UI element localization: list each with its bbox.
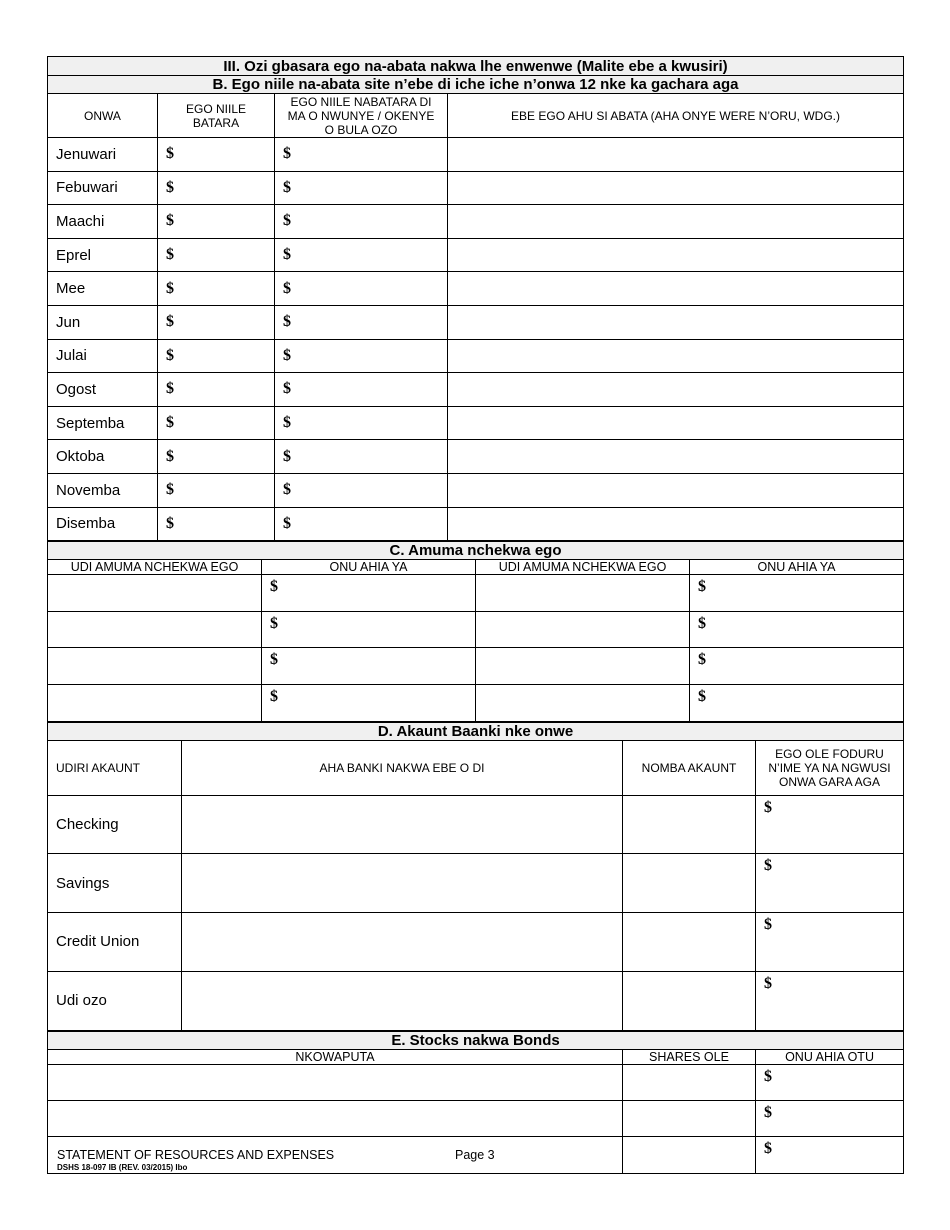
- income-source-field[interactable]: [448, 373, 904, 407]
- month-row: [48, 339, 904, 373]
- account-row: [48, 913, 904, 972]
- shares-field[interactable]: [623, 1064, 756, 1100]
- spouse-income-field[interactable]: $: [275, 339, 448, 373]
- col-header-shares: SHARES OLE: [623, 1049, 756, 1064]
- savings-plan-row: [48, 575, 904, 612]
- income-source-field[interactable]: [448, 339, 904, 373]
- plan-value-field[interactable]: $: [262, 648, 476, 685]
- income-source-field[interactable]: [448, 473, 904, 507]
- income-field[interactable]: $: [158, 272, 275, 306]
- col-header-income-source: EBE EGO AHU SI ABATA (AHA ONYE WERE N’ORU, WDG.): [448, 94, 904, 138]
- month-label: Ogost: [48, 373, 158, 407]
- month-label: Jun: [48, 305, 158, 339]
- savings-plan-row: [48, 648, 904, 685]
- spouse-income-field[interactable]: $: [275, 238, 448, 272]
- plan-type-field-2[interactable]: [476, 684, 690, 721]
- month-row: [48, 373, 904, 407]
- bank-name-field[interactable]: [182, 795, 623, 854]
- spouse-income-field[interactable]: $: [275, 440, 448, 474]
- col-header-balance: EGO OLE FODURU N’IME YA NA NGWUSI ONWA GARA AGA: [756, 740, 904, 795]
- shares-field[interactable]: [623, 1101, 756, 1137]
- col-header-account-number: NOMBA AKAUNT: [623, 740, 756, 795]
- income-field[interactable]: $: [158, 373, 275, 407]
- spouse-income-field[interactable]: $: [275, 205, 448, 239]
- col-header-plan-value: ONU AHIA YA: [262, 560, 476, 575]
- month-label: Eprel: [48, 238, 158, 272]
- footer: [57, 1148, 495, 1172]
- stock-row: [48, 1101, 904, 1137]
- month-row: [48, 406, 904, 440]
- income-source-field[interactable]: [448, 205, 904, 239]
- section-b-title: B. Ego niile na-abata site n’ebe di iche iche n’onwa 12 nke ka gachara aga: [48, 76, 904, 94]
- income-source-field[interactable]: [448, 272, 904, 306]
- plan-type-field-2[interactable]: [476, 575, 690, 612]
- bank-name-field[interactable]: [182, 854, 623, 913]
- balance-field[interactable]: $: [756, 971, 904, 1030]
- income-source-field[interactable]: [448, 238, 904, 272]
- footer-title: STATEMENT OF RESOURCES AND EXPENSES: [57, 1148, 335, 1162]
- spouse-income-field[interactable]: $: [275, 473, 448, 507]
- month-row: [48, 507, 904, 541]
- income-source-field[interactable]: [448, 171, 904, 205]
- month-row: [48, 440, 904, 474]
- bank-accounts-table: [47, 722, 904, 1031]
- account-row: [48, 854, 904, 913]
- spouse-income-field[interactable]: $: [275, 507, 448, 541]
- month-row: [48, 171, 904, 205]
- account-type-label: Udi ozo: [48, 971, 182, 1030]
- income-source-field[interactable]: [448, 305, 904, 339]
- month-label: Disemba: [48, 507, 158, 541]
- col-header-description: NKOWAPUTA: [48, 1049, 623, 1064]
- spouse-income-field[interactable]: $: [275, 373, 448, 407]
- plan-type-field[interactable]: [48, 648, 262, 685]
- balance-field[interactable]: $: [756, 913, 904, 972]
- bank-name-field[interactable]: [182, 971, 623, 1030]
- account-type-label: Savings: [48, 854, 182, 913]
- month-label: Maachi: [48, 205, 158, 239]
- income-field[interactable]: $: [158, 171, 275, 205]
- income-table: [47, 56, 904, 541]
- spouse-income-field[interactable]: $: [275, 406, 448, 440]
- stock-row: [48, 1064, 904, 1100]
- col-header-bank-name: AHA BANKI NAKWA EBE O DI: [182, 740, 623, 795]
- spouse-income-field[interactable]: $: [275, 138, 448, 172]
- unit-value-field[interactable]: $: [756, 1101, 904, 1137]
- plan-value-field-2[interactable]: $: [690, 648, 904, 685]
- plan-type-field[interactable]: [48, 575, 262, 612]
- income-field[interactable]: $: [158, 138, 275, 172]
- month-row: [48, 205, 904, 239]
- unit-value-field[interactable]: $: [756, 1137, 904, 1173]
- plan-value-field-2[interactable]: $: [690, 684, 904, 721]
- income-field[interactable]: $: [158, 473, 275, 507]
- month-label: Julai: [48, 339, 158, 373]
- col-header-plan-value-2: ONU AHIA YA: [690, 560, 904, 575]
- section-c-title: C. Amuma nchekwa ego: [48, 542, 904, 560]
- bank-name-field[interactable]: [182, 913, 623, 972]
- account-number-field[interactable]: [623, 854, 756, 913]
- plan-value-field[interactable]: $: [262, 684, 476, 721]
- savings-plans-table: [47, 541, 904, 721]
- account-type-label: Checking: [48, 795, 182, 854]
- col-header-plan-type: UDI AMUMA NCHEKWA EGO: [48, 560, 262, 575]
- savings-plan-row: [48, 611, 904, 648]
- col-header-plan-type-2: UDI AMUMA NCHEKWA EGO: [476, 560, 690, 575]
- plan-type-field[interactable]: [48, 684, 262, 721]
- description-field[interactable]: [48, 1064, 623, 1100]
- month-row: [48, 272, 904, 306]
- col-header-income: EGO NIILE BATARA: [158, 94, 275, 138]
- balance-field[interactable]: $: [756, 854, 904, 913]
- income-field[interactable]: $: [158, 507, 275, 541]
- month-label: Febuwari: [48, 171, 158, 205]
- shares-field[interactable]: [623, 1137, 756, 1173]
- month-label: Novemba: [48, 473, 158, 507]
- month-label: Septemba: [48, 406, 158, 440]
- account-row: [48, 795, 904, 854]
- month-row: [48, 138, 904, 172]
- savings-plan-row: [48, 684, 904, 721]
- account-number-field[interactable]: [623, 795, 756, 854]
- unit-value-field[interactable]: $: [756, 1064, 904, 1100]
- income-source-field[interactable]: [448, 406, 904, 440]
- col-header-spouse-income: EGO NIILE NABATARA DI MA O NWUNYE / OKENYE O BULA OZO: [275, 94, 448, 138]
- section-title: III. Ozi gbasara ego na-abata nakwa lhe enwenwe (Malite ebe a kwusiri): [48, 57, 904, 76]
- balance-field[interactable]: $: [756, 795, 904, 854]
- account-number-field[interactable]: [623, 913, 756, 972]
- account-type-label: Credit Union: [48, 913, 182, 972]
- plan-value-field-2[interactable]: $: [690, 575, 904, 612]
- plan-type-field-2[interactable]: [476, 648, 690, 685]
- income-source-field[interactable]: [448, 507, 904, 541]
- income-field[interactable]: $: [158, 238, 275, 272]
- income-source-field[interactable]: [448, 440, 904, 474]
- spouse-income-field[interactable]: $: [275, 171, 448, 205]
- form-number: DSHS 18-097 IB (REV. 03/2015) Ibo: [57, 1163, 188, 1172]
- month-label: Mee: [48, 272, 158, 306]
- income-field[interactable]: $: [158, 406, 275, 440]
- page-number: Page 3: [455, 1148, 495, 1162]
- plan-value-field-2[interactable]: $: [690, 611, 904, 648]
- plan-value-field[interactable]: $: [262, 611, 476, 648]
- account-row: [48, 971, 904, 1030]
- income-field[interactable]: $: [158, 440, 275, 474]
- spouse-income-field[interactable]: $: [275, 305, 448, 339]
- income-field[interactable]: $: [158, 205, 275, 239]
- form-frame: [47, 56, 903, 1174]
- section-e-title: E. Stocks nakwa Bonds: [48, 1031, 904, 1049]
- col-header-month: ONWA: [48, 94, 158, 138]
- col-header-unit-value: ONU AHIA OTU: [756, 1049, 904, 1064]
- spouse-income-field[interactable]: $: [275, 272, 448, 306]
- plan-type-field-2[interactable]: [476, 611, 690, 648]
- income-field[interactable]: $: [158, 339, 275, 373]
- month-row: [48, 473, 904, 507]
- month-label: Oktoba: [48, 440, 158, 474]
- income-field[interactable]: $: [158, 305, 275, 339]
- plan-type-field[interactable]: [48, 611, 262, 648]
- description-field[interactable]: [48, 1101, 623, 1137]
- section-d-title: D. Akaunt Baanki nke onwe: [48, 722, 904, 740]
- col-header-account-type: UDIRI AKAUNT: [48, 740, 182, 795]
- plan-value-field[interactable]: $: [262, 575, 476, 612]
- account-number-field[interactable]: [623, 971, 756, 1030]
- month-label: Jenuwari: [48, 138, 158, 172]
- income-source-field[interactable]: [448, 138, 904, 172]
- month-row: [48, 238, 904, 272]
- month-row: [48, 305, 904, 339]
